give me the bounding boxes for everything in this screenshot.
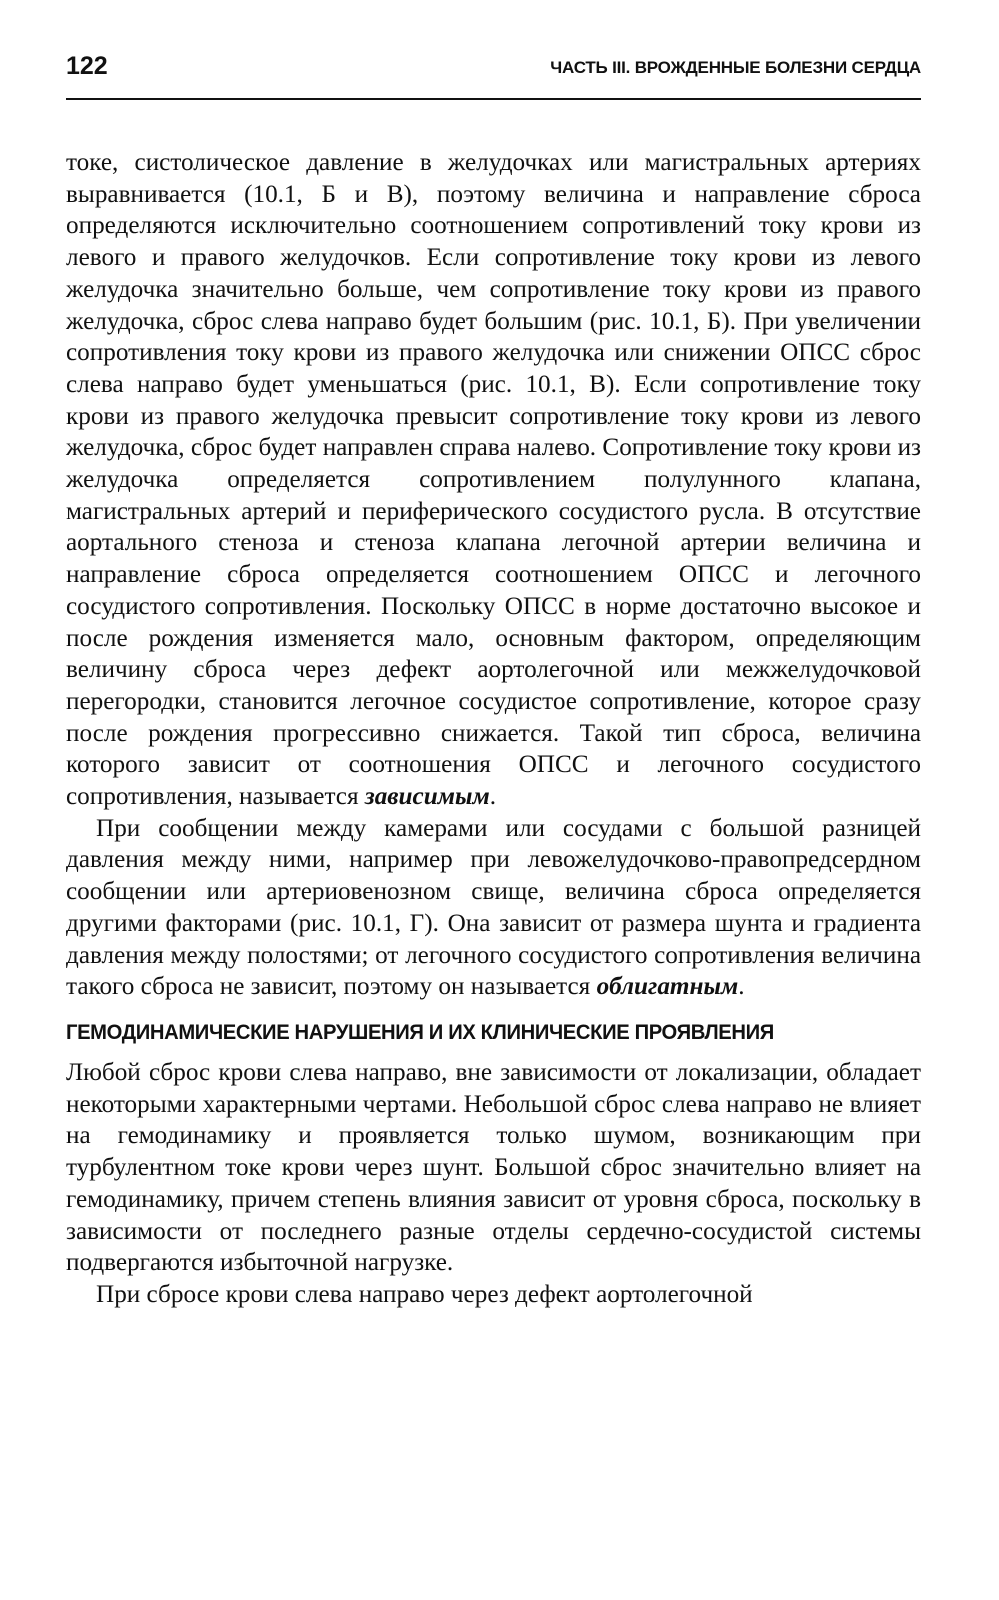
paragraph-1 xyxy=(66,147,921,813)
section-heading: ГЕМОДИНАМИЧЕСКИЕ НАРУШЕНИЯ И ИХ КЛИНИЧЕСКИЕ ПРОЯВЛЕНИЯ xyxy=(66,1019,774,1044)
paragraph-4: При сбросе крови слева направо через дефект аортолегочной xyxy=(96,1280,753,1308)
paragraph-1-text: токе, систолическое давление в желудочках или магистральных артериях выравнивается (10.1, Б и В), поэтому величина и направление сброса определяются исключительно соотношением сопротивлений току крови из левого и правого желудочков. Если сопротивление току крови из левого желудочка значительно больше, чем сопротивление току крови из правого желудочка, сброс слева направо будет большим (рис. 10.1, Б). При увеличении сопротивления току крови из правого желудочка или снижении ОПСС сброс слева направо будет уменьшаться (рис. 10.1, В). Если сопротивление току крови из правого желудочка превысит сопротивление току крови из левого желудочка, сброс будет направлен справа налево. Сопротивление току крови из желудочка определяется сопротивлением полулунного клапана, магистральных артерий и периферического сосудистого русла. В отсутствие аортального стеноза и стеноза клапана легочной артерии величина и направление сброса определяется соотношением ОПСС и легочного сосудистого сопротивления. Поскольку ОПСС в норме достаточно высокое и после рождения изменяется мало, основным фактором, определяющим величину сброса через дефект аортолегочной или межжелудочковой перегородки, становится легочное сосудистое сопротивление, которое сразу после рождения прогрессивно снижается. Такой тип сброса, величина которого зависит от соотношения ОПСС и легочного сосудистого сопротивления, называется xyxy=(66,149,921,811)
page-number: 122 xyxy=(66,52,108,80)
body-text xyxy=(66,147,921,1311)
term-dependent: зависимым xyxy=(364,783,490,811)
page-header xyxy=(66,48,921,100)
paragraph-2-text: При сообщении между камерами или сосудами с большой разницей давления между ними, например при левожелудочково-правопредсердном сообщении или артериовенозном свище, величина сброса определяется другими факторами (рис. 10.1, Г). Она зависит от размера шунта и градиента давления между полостями; от легочного сосудистого сопротивления величина такого сброса не зависит, поэтому он называется xyxy=(66,814,921,1001)
term-obligate: облигатным xyxy=(596,973,739,1001)
paragraph-1-end: . xyxy=(489,783,497,811)
paragraph-2-end: . xyxy=(738,973,745,1001)
running-head: ЧАСТЬ III. ВРОЖДЕННЫЕ БОЛЕЗНИ СЕРДЦА xyxy=(550,58,921,77)
paragraph-2 xyxy=(66,813,921,1003)
paragraph-3: Любой сброс крови слева направо, вне зависимости от локализации, обладает некоторыми характерными чертами. Небольшой сброс слева направо не влияет на гемодинамику и проявляется только шумом, возникающим при турбулентном токе крови через шунт. Большой сброс значительно влияет на гемодинамику, причем степень влияния зависит от уровня сброса, поскольку в зависимости от последнего разные отделы сердечно-сосудистой системы подвергаются избыточной нагрузке. xyxy=(66,1058,921,1277)
